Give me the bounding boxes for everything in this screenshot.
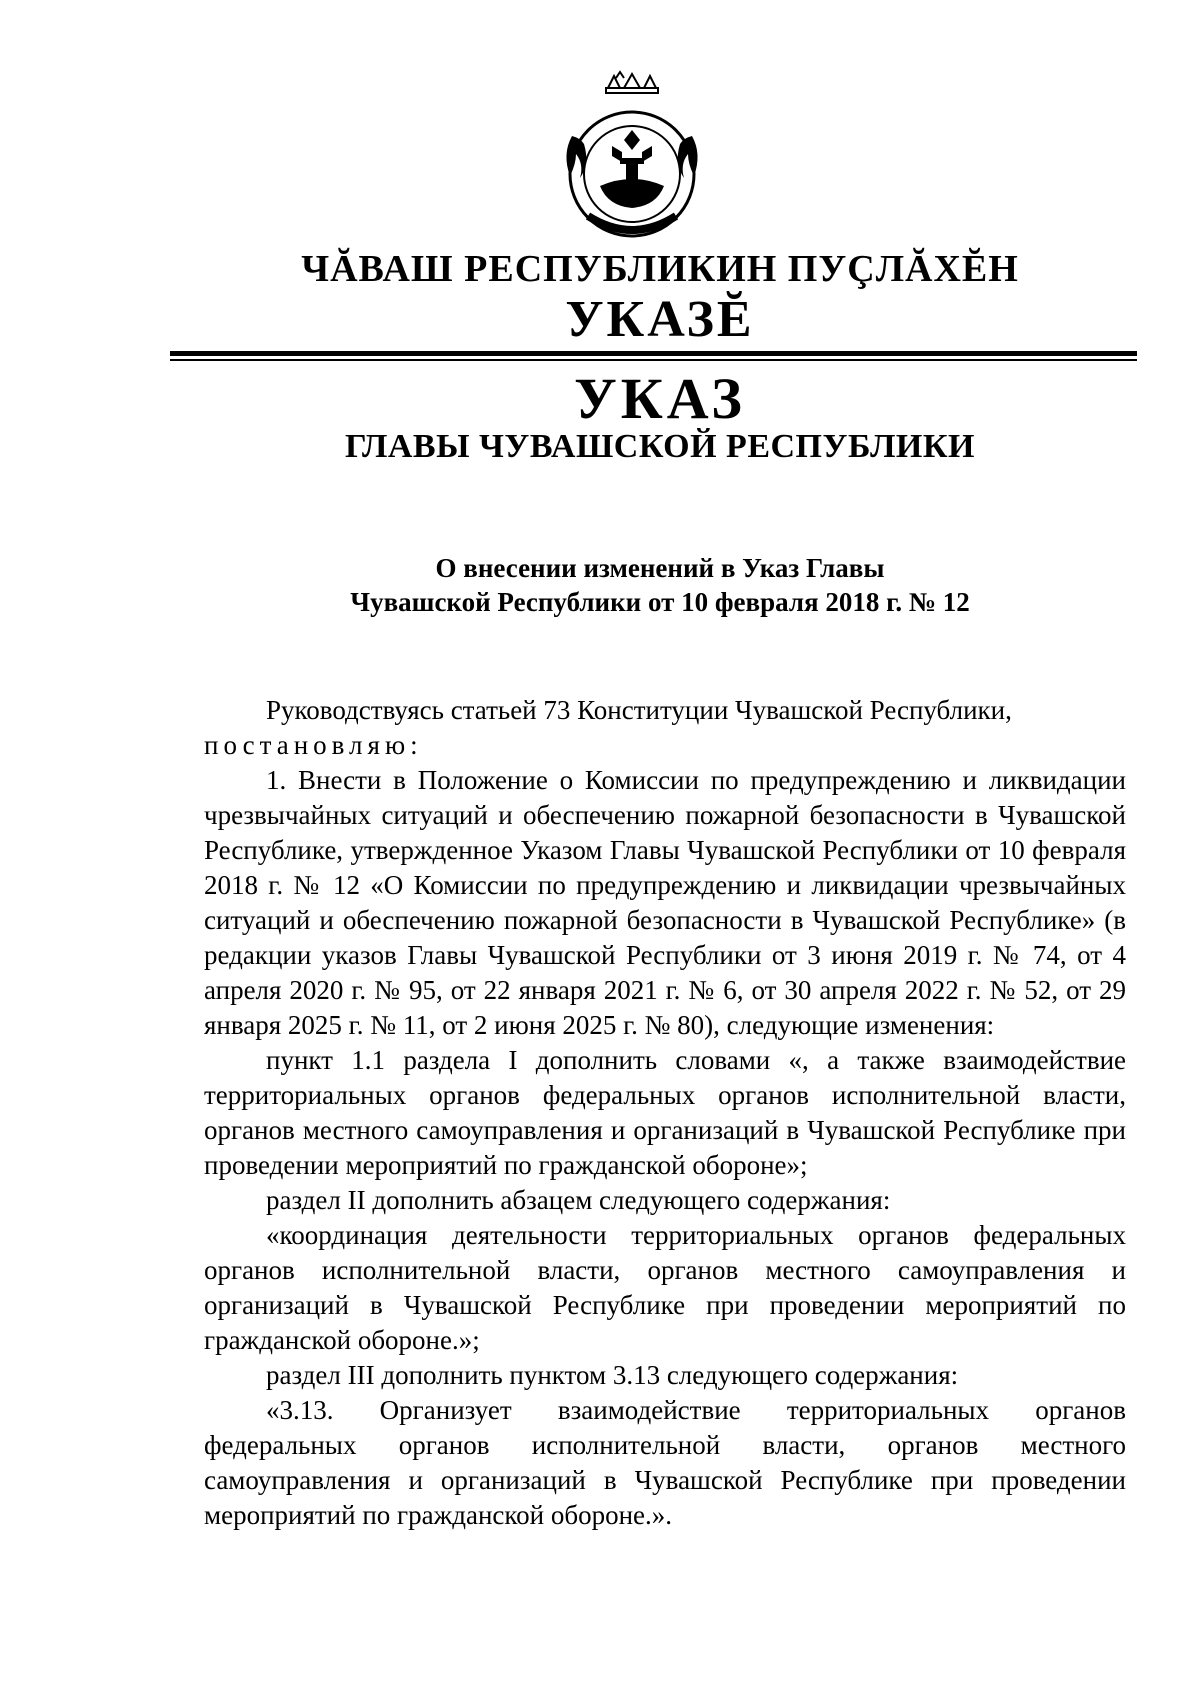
chuvash-ukaz-title: УКАЗĔ: [565, 291, 755, 348]
section-3-quote: «3.13. Организует взаимодействие территориальных органов федеральных органов исполнительной власти, органов местного самоуправления и организаций в Чувашской Республике при проведении мероприятий по гражданской обороне.».: [204, 1395, 1126, 1530]
section-3-amendment: раздел III дополнить пунктом 3.13 следующего содержания:: [266, 1360, 959, 1390]
header-divider-thick: [170, 351, 1137, 356]
paragraph-1-1-amendment: пункт 1.1 раздела I дополнить словами «, а также взаимодействие территориальных органов федеральных органов исполнительной власти, органов местного самоуправления и организаций в Чувашской Республике при проведении мероприятий по гражданской обороне»;: [204, 1045, 1126, 1180]
coat-of-arms-emblem: [560, 66, 704, 244]
decree-word: постановляю:: [204, 730, 423, 760]
russian-ukaz-title: УКАЗ: [574, 366, 746, 431]
item-1-paragraph: 1. Внести в Положение о Комиссии по предупреждению и ликвидации чрезвычайных ситуаций и обеспечению пожарной безопасности в Чувашской Республике, утвержденное Указом Главы Чувашской Республики от 10 февраля 2018 г. № 12 «О Комиссии по предупреждению и ликвидации чрезвычайных ситуаций и обеспечению пожарной безопасности в Чувашской Республике» (в редакции указов Главы Чувашской Республики от 3 июня 2019 г. № 74, от 4 апреля 2020 г. № 95, от 22 января 2021 г. № 6, от 30 апреля 2022 г. № 52, от 29 января 2025 г. № 11, от 2 июня 2025 г. № 80), следующие изменения:: [204, 765, 1126, 1040]
coat-of-arms-icon: [560, 66, 704, 244]
chuvash-header-title: ЧĂВАШ РЕСПУБЛИКИН ПУÇЛĂХĔН: [301, 248, 1019, 290]
section-2-amendment: раздел II дополнить абзацем следующего содержания:: [266, 1185, 891, 1215]
decree-subject-line-1: О внесении изменений в Указ Главы: [435, 553, 885, 583]
decree-subject: [160, 551, 1160, 619]
header-divider-thin: [170, 359, 1137, 361]
russian-header-title: ГЛАВЫ ЧУВАШСКОЙ РЕСПУБЛИКИ: [345, 428, 975, 465]
section-2-quote: «координация деятельности территориальных органов федеральных органов исполнительной власти, органов местного самоуправления и организаций в Чувашской Республике при проведении мероприятий по гражданской обороне.»;: [204, 1220, 1126, 1355]
decree-body: [204, 693, 1126, 1533]
intro-paragraph: Руководствуясь статьей 73 Конституции Чувашской Республики,: [266, 695, 1012, 725]
decree-subject-line-2: Чувашской Республики от 10 февраля 2018 г. № 12: [350, 587, 970, 617]
